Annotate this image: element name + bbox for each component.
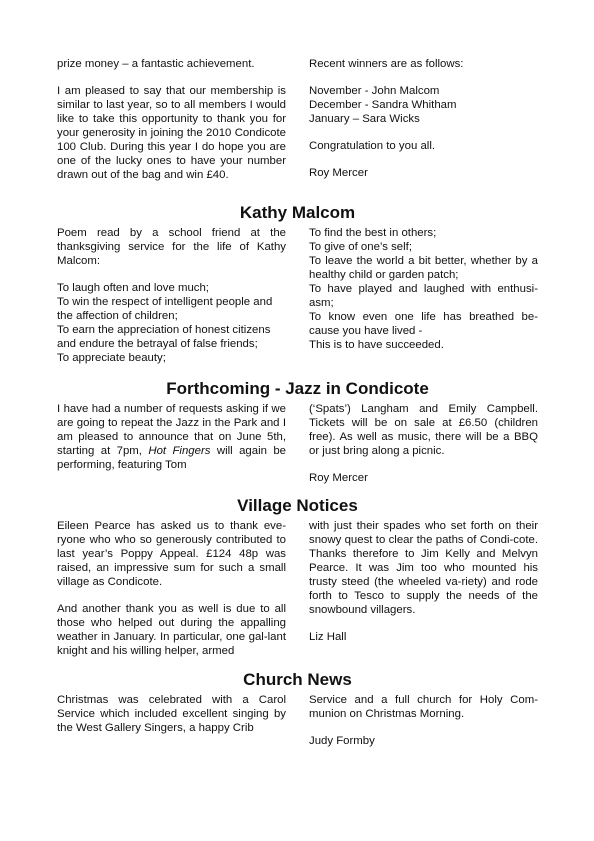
poem-line: This is to have succeeded. [309, 339, 444, 351]
winners-intro: Recent winners are as follows: [309, 58, 464, 70]
winner-item: January – Sara Wicks [309, 113, 420, 125]
club-right-column [309, 57, 538, 182]
poem-left-lines [57, 281, 286, 365]
poem-line: To win the respect of intelligent people and the affection of children; [57, 296, 273, 322]
club-paragraph-1: prize money – a fantastic achievement. [57, 58, 255, 70]
poem-line: To appreciate beauty; [57, 352, 166, 364]
jazz-paragraph [57, 402, 286, 472]
section-title-notices: Village Notices [237, 496, 358, 515]
jazz-paragraph-2: (‘Spats’) Langham and Emily Campbell. Tickets will be on sale at £6.50 (children free). As well as music, there will be a BBQ or just bring along a picnic. [309, 403, 538, 457]
winner-item: November - John Malcom [309, 85, 440, 97]
jazz-text-a: I have had a number of requests asking if we are going to repeat the Jazz in the Park and I am pleased to announce that on June 5th, starting at 7pm, [57, 403, 286, 457]
notices-author: Liz Hall [309, 631, 347, 643]
club-left-column [57, 57, 286, 182]
church-section [57, 693, 538, 748]
church-right-column [309, 693, 538, 748]
section-title-jazz: Forthcoming - Jazz in Condicote [166, 379, 429, 398]
church-paragraph-2: Service and a full church for Holy Com-munion on Christmas Morning. [309, 694, 538, 720]
church-author: Judy Formby [309, 735, 375, 747]
club-section [57, 57, 538, 182]
poem-line: To find the best in others; [309, 227, 437, 239]
church-paragraph-1: Christmas was celebrated with a Carol Service which included excellent singing by the West Gallery Singers, a happy Crib [57, 694, 286, 734]
poem-line: To give of one’s self; [309, 241, 412, 253]
notices-paragraph-3: with just their spades who set forth on their snowy quest to clear the paths of Condi-cote. Thanks therefore to Jim Kelly and Melvyn Pearce. It was Jim too who mounted his trusty steed (the wheeled va-riety) and rode forth to Tesco to supply the needs of the snowbound villagers. [309, 520, 538, 616]
poem-line: To earn the appreciation of honest citizens and endure the betrayal of false friends; [57, 324, 271, 350]
band-name: Hot Fingers [148, 445, 211, 457]
winner-item: December - Sandra Whitham [309, 99, 457, 111]
notices-right-column [309, 519, 538, 658]
congratulations: Congratulation to you all. [309, 140, 436, 152]
poem-line: To know even one life has breathed be-cause you have lived - [309, 311, 538, 337]
newsletter-page [57, 57, 538, 748]
poem-line: To leave the world a bit better, whether by a healthy child or garden patch; [309, 255, 538, 281]
jazz-left-column [57, 402, 286, 485]
poem-line: To laugh often and love much; [57, 282, 209, 294]
jazz-section [57, 402, 538, 485]
notices-left-column [57, 519, 286, 658]
jazz-text-b: will again be performing, featuring Tom [57, 445, 287, 471]
jazz-author: Roy Mercer [309, 472, 368, 484]
club-paragraph-2: I am pleased to say that our membership is similar to last year, so to all members I would like to take this opportunity to thank you for your generosity in joining the 2010 Condicote 100 Club. During this year I do hope you are one of the lucky ones to have your number drawn out of the bag and win £40. [57, 85, 286, 181]
winners-list [309, 84, 538, 126]
poem-line: To have played and laughed with enthusi-asm; [309, 283, 538, 309]
church-left-column [57, 693, 286, 748]
notices-paragraph-1: Eileen Pearce has asked us to thank eve-ryone who who so generously contributed to last year’s Poppy Appeal. £124 48p was raised, an impressive sum for such a small village as Condicote. [57, 520, 286, 588]
jazz-right-column [309, 402, 538, 485]
kathy-intro: Poem read by a school friend at the thanksgiving service for the life of Kathy Malcom: [57, 227, 286, 267]
kathy-section [57, 226, 538, 365]
kathy-right-column [309, 226, 538, 365]
notices-section [57, 519, 538, 658]
notices-paragraph-2: And another thank you as well is due to all those who helped out during the appalling weather in January. In particular, one gal-lant knight and his willing helper, armed [57, 603, 286, 657]
club-author: Roy Mercer [309, 167, 368, 179]
poem-right-lines [309, 226, 538, 352]
section-title-kathy: Kathy Malcom [239, 203, 356, 222]
kathy-left-column [57, 226, 286, 365]
section-title-church: Church News [243, 670, 352, 689]
